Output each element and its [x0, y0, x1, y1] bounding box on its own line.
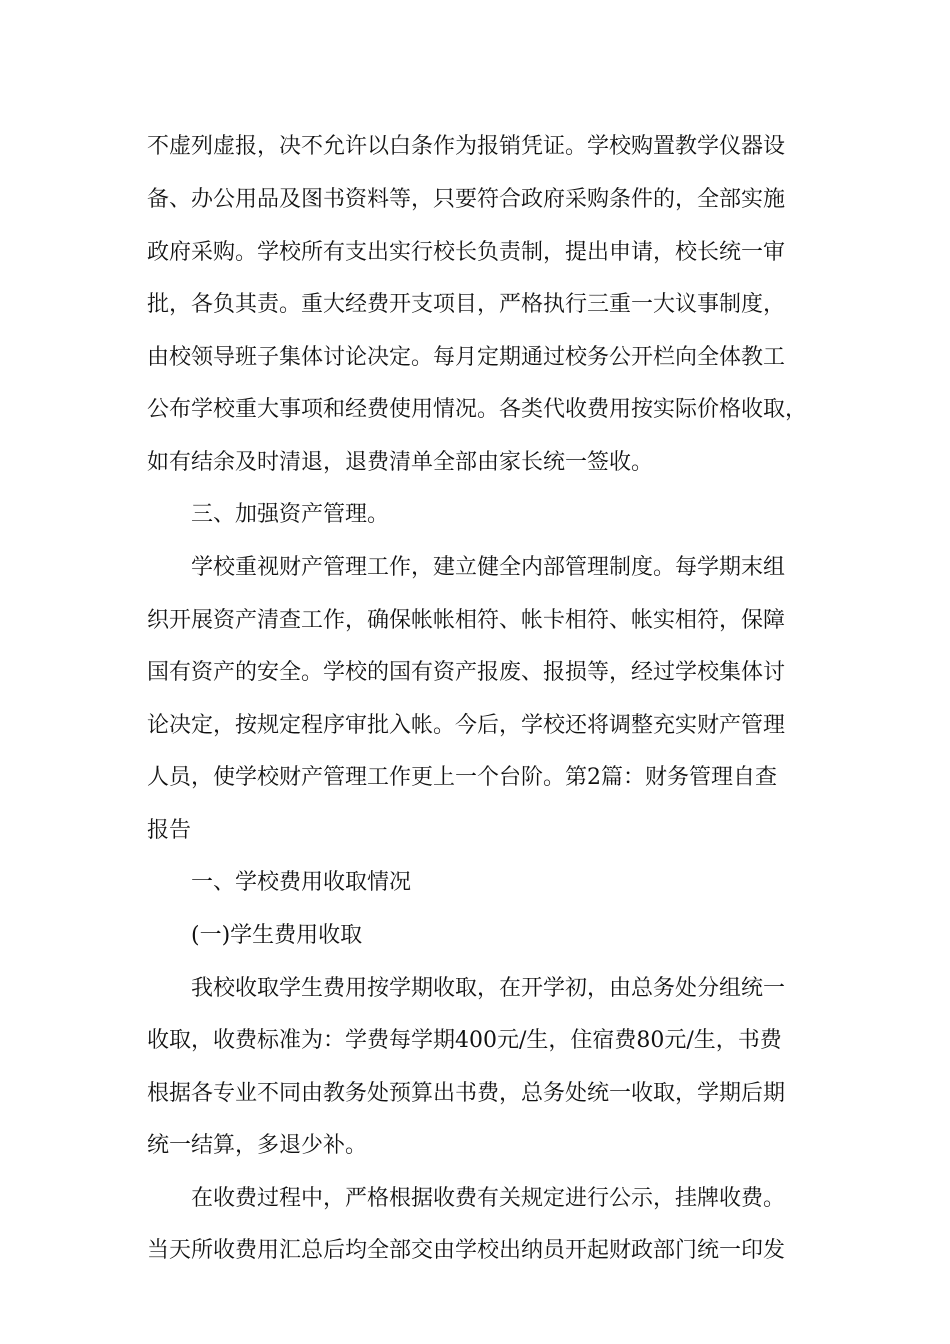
- text-line: 政府采购。学校所有支出实行校长负责制，提出申请，校长统一审: [147, 240, 786, 265]
- text-line: 人员，使学校财产管理工作更上一个台阶。第2篇：财务管理自查: [147, 765, 777, 790]
- text-line: 收取，收费标准为：学费每学期400元/生，住宿费80元/生，书费: [147, 1028, 782, 1053]
- subsection-heading: (一)学生费用收取: [191, 923, 363, 948]
- text-line: 当天所收费用汇总后均全部交由学校出纳员开起财政部门统一印发: [147, 1238, 786, 1263]
- text-line: 统一结算，多退少补。: [147, 1133, 368, 1158]
- text-line: 我校收取学生费用按学期收取，在开学初，由总务处分组统一: [191, 976, 786, 1001]
- section-heading: 一、学校费用收取情况: [191, 870, 412, 895]
- text-line: 国有资产的安全。学校的国有资产报废、报损等，经过学校集体讨: [147, 660, 786, 685]
- text-line: 如有结余及时清退，退费清单全部由家长统一签收。: [147, 450, 654, 475]
- text-line: 由校领导班子集体讨论决定。每月定期通过校务公开栏向全体教工: [147, 345, 786, 370]
- text-line: 在收费过程中，严格根据收费有关规定进行公示，挂牌收费。: [191, 1186, 786, 1211]
- text-line: 根据各专业不同由教务处预算出书费，总务处统一收取，学期后期: [147, 1081, 786, 1106]
- text-line: 不虚列虚报，决不允许以白条作为报销凭证。学校购置教学仪器设: [147, 134, 786, 159]
- text-line: 公布学校重大事项和经费使用情况。各类代收费用按实际价格收取，: [147, 397, 808, 422]
- text-line: 备、办公用品及图书资料等，只要符合政府采购条件的，全部实施: [147, 187, 786, 212]
- text-line: 批，各负其责。重大经费开支项目，严格执行三重一大议事制度，: [147, 292, 786, 317]
- text-line: 织开展资产清查工作，确保帐帐相符、帐卡相符、帐实相符，保障: [147, 608, 786, 633]
- text-line: 学校重视财产管理工作，建立健全内部管理制度。每学期末组: [191, 555, 786, 580]
- text-line: 论决定，按规定程序审批入帐。今后，学校还将调整充实财产管理: [147, 713, 786, 738]
- section-heading: 三、加强资产管理。: [191, 502, 390, 527]
- text-line: 报告: [147, 818, 192, 843]
